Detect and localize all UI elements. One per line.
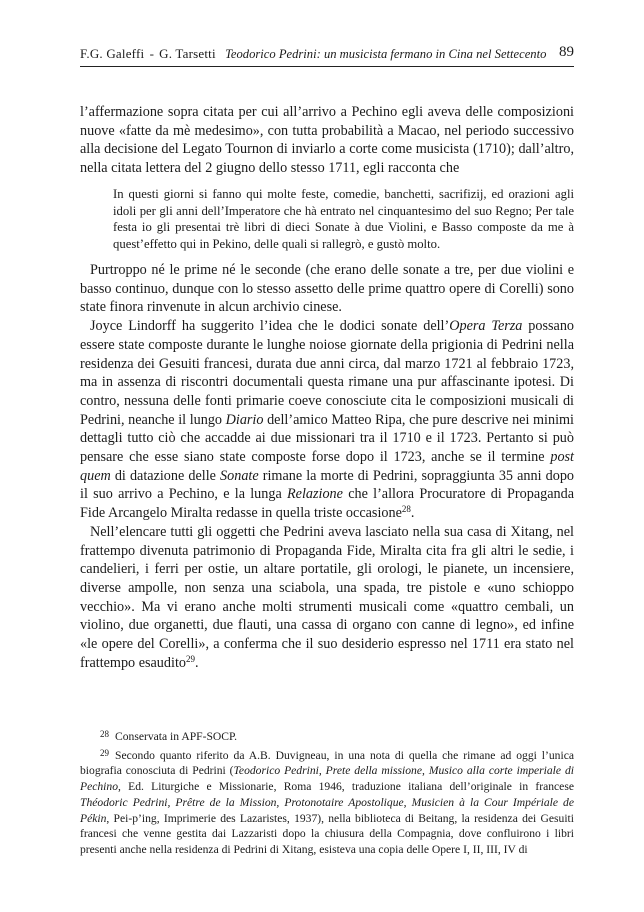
footnote-text: , Pei-p’ing, Imprimerie des Lazaristes, 1937), nella biblioteca di Beitang, la residenza dei Gesuiti francesi che venne gestita dai Lazzaristi dopo la chiusura della Compagnia, dove confluirono i libri presenti anche nella residenza di Pedrini di Xitang, esisteva una copia delle Opere I, II, III, IV di <box>80 811 574 856</box>
footnote-ref-29[interactable]: 29 <box>185 653 195 664</box>
running-head <box>80 46 574 62</box>
running-head-separator: - <box>149 46 154 61</box>
text-run: rimane la morte di Pedrini, sopraggiunta 35 anni dopo il suo arrivo a Pechino, e la lunga <box>80 467 575 503</box>
footnotes <box>80 727 574 858</box>
running-head-author-1: F.G. Galeffi <box>80 46 145 61</box>
footnote-number: 29 <box>100 747 109 758</box>
footnote-ref-28[interactable]: 28 <box>401 504 411 515</box>
main-text <box>80 103 574 672</box>
italic-term-post-quem: post quem <box>80 449 574 484</box>
footnote-text: Conservata in APF-SOCP. <box>115 730 238 743</box>
paragraph-4 <box>80 523 574 673</box>
paragraph-3 <box>80 317 574 523</box>
footnote-29 <box>80 746 574 858</box>
text-run: Nell’elencare tutti gli oggetti che Pedrini aveva lasciato nella sua casa di Xitang, nel frattempo divenuta patrimonio di Propaganda Fide, Miralta cita fra gli altri le sedie, i candelieri, i ferri per ostie, un altare portatile, gli orologi, le pianete, un incensiere, diverse ampolle, non senza una sciabola, una spada, tre pistole e «uno schioppo vecchio». Ma vi erano anche molti strumenti musicali come «quattro cembali, un violino, due organetti, due flauti, una cassa di organo con canne di legno», ed infine «le opere del Corelli», a conferma che il suo desiderio espresso nel 1711 era stato nel frattempo esaudito <box>80 523 574 671</box>
text-run: . <box>410 505 415 522</box>
italic-title-french-edition: Théodoric Pedrini, Prêtre de la Mission, Protonotaire Apostolique, Musicien à la Cour Impériale de Pékin <box>80 795 574 825</box>
footnote-28 <box>80 727 574 745</box>
footnote-text: , Ed. Liturgiche e Missionarie, Roma 1946, traduzione italiana dell’originale in francese <box>118 780 574 794</box>
page-number: 89 <box>559 44 574 60</box>
paragraph-1: l’affermazione sopra citata per cui all’arrivo a Pechino egli aveva delle composizioni nuove «fatte da mè medesimo», con tutta probabilità a Macao, nel periodo successivo alla decisione del Legato Tournon di inviarlo a corte come musicista (1710); dall’altro, nella citata lettera del 2 giugno dello stesso 1711, egli racconta che <box>80 104 574 177</box>
text-run: . <box>194 654 199 671</box>
running-head-author-2: G. Tarsetti <box>159 46 216 61</box>
italic-title-diario: Diario <box>225 411 264 428</box>
footnote-text: Secondo quanto riferito da A.B. Duvigneau, in una nota di quella che rimane ad oggi l’unica biografia conosciuta di Pedrini ( <box>80 748 574 778</box>
paragraph-2: Purtroppo né le prime né le seconde (che erano delle sonate a tre, per due violini e basso continuo, dunque con lo stesso assetto delle prime quattro opere di Corelli) sono state finora rinvenute in alcun archivio cinese. <box>80 262 574 316</box>
header-rule <box>80 66 574 67</box>
italic-title-relazione: Relazione <box>287 486 343 503</box>
italic-title-sonate: Sonate <box>220 467 259 484</box>
text-run: Joyce Lindorff ha suggerito l’idea che le dodici sonate dell’ <box>90 318 450 335</box>
block-quote: In questi giorni si fanno qui molte feste, comedie, banchetti, sacrifizij, ed orazioni agli idoli per gli anni dell’Imperatore che hà entrato nel cinquantesimo del suo Regno; Per tale festa io gli presentai trè libri di dieci Sonate à due Violini, e Basso composte da me à quest’effetto qui in Pekino, delle quali si rallegrò, e gustò molto. <box>113 186 574 252</box>
text-run: dell’amico Matteo Ripa, che pure descrive nei minimi dettagli tutto ciò che accadde ai due missionari tra il 1710 e il 1723. Pertanto si può pensare che esse siano state composte forse dopo il 1723, anche se il termine <box>80 411 574 466</box>
footnote-number: 28 <box>100 729 109 739</box>
text-run: possano essere state composte durante le lunghe noiose giornate della prigionia di Pedrini nella residenza dei Gesuiti francesi, durata due anni circa, dal marzo 1721 al febbraio 1723, ma in assenza di riscontri documentali questa rimane una pur affascinante ipotesi. Di contro, nessuna delle fonti primarie coeve conosciute cita le composizioni musicali di Pedrini, neanche il lungo <box>80 318 575 428</box>
text-run: di datazione delle <box>110 467 221 484</box>
running-head-title: Teodorico Pedrini: un musicista fermano in Cina nel Settecento <box>225 47 547 61</box>
italic-title-italian-edition: Teodorico Pedrini, Prete della missione, Musico alla corte imperiale di Pechino <box>80 764 575 794</box>
italic-title-opera-terza: Opera Terza <box>449 318 523 335</box>
text-run: che l’allora Procuratore di Propaganda Fide Arcangelo Miralta redasse in quella triste occasione <box>80 486 574 522</box>
